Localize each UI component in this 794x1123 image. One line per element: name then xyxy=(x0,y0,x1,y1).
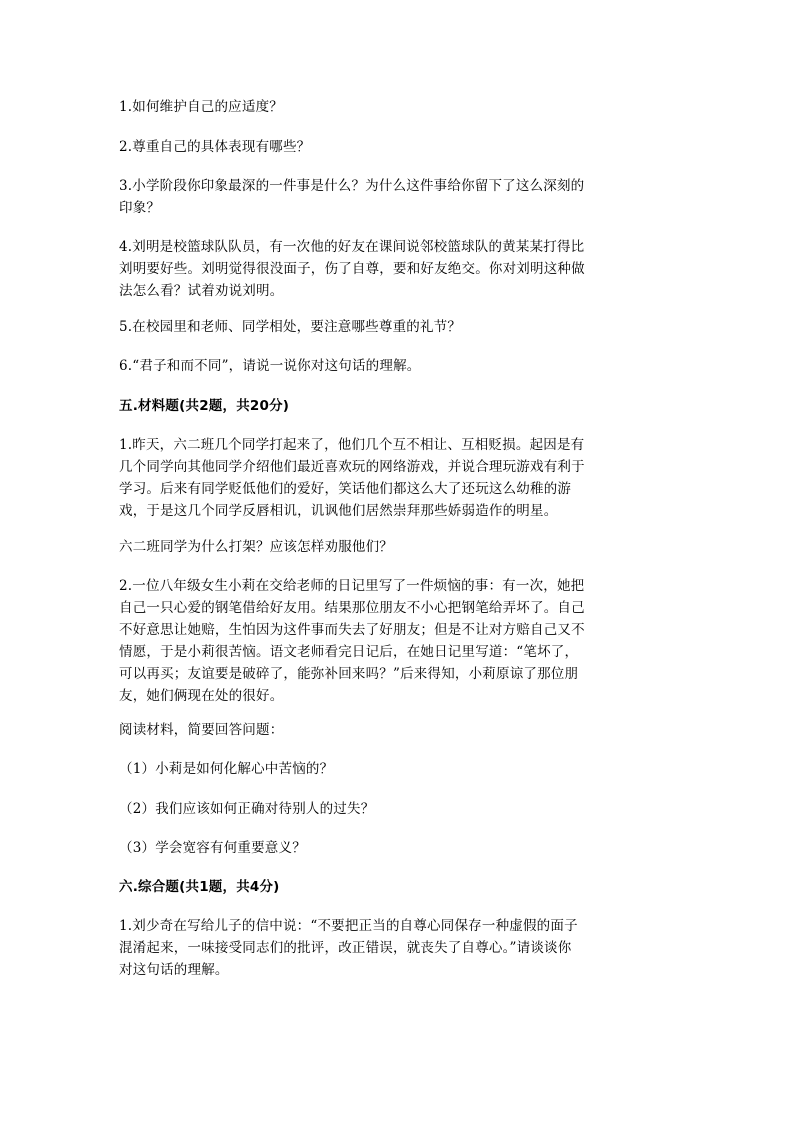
text-line: 印象？ xyxy=(119,200,161,216)
text-line: 5.在校园里和老师、同学相处，要注意哪些尊重的礼节？ xyxy=(119,319,462,335)
text-line: 自己一只心爱的钢笔借给好友用。结果那位朋友不小心把钢笔给弄坏了。自己 xyxy=(119,600,585,616)
section-title: 六.综合题(共1题，共4分) xyxy=(119,879,280,895)
question-6 xyxy=(119,355,679,377)
text-line: 不好意思让她赔，生怕因为这件事而失去了好朋友；但是不让对方赔自己又不 xyxy=(119,622,585,638)
text-line: 刘明要好些。刘明觉得很没面子，伤了自尊，要和好友绝交。你对刘明这种做 xyxy=(119,261,585,277)
text-line: 1.刘少奇在写给儿子的信中说：“不要把正当的自尊心同保存一种虚假的面子 xyxy=(119,918,578,934)
section-heading-comprehensive xyxy=(119,876,679,898)
question-1 xyxy=(119,96,679,118)
text-line: 1.昨天，六二班几个同学打起来了，他们几个互不相让、互相贬损。起因是有 xyxy=(119,437,585,453)
question-4 xyxy=(119,236,679,302)
text-line: 戏，于是这几个同学反唇相讥，讥讽他们居然崇拜那些娇弱造作的明星。 xyxy=(119,503,558,519)
material-2-subquestion-1 xyxy=(119,758,679,780)
text-line: 法怎么看？试着劝说刘明。 xyxy=(119,283,284,299)
section-heading-materials xyxy=(119,395,679,417)
question-5 xyxy=(119,316,679,338)
section-title: 五.材料题(共2题，共20分) xyxy=(119,398,290,414)
question-2 xyxy=(119,136,679,158)
text-line: 几个同学向其他同学介绍他们最近喜欢玩的网络游戏，并说合理玩游戏有利于 xyxy=(119,459,585,475)
material-2-subquestion-2 xyxy=(119,798,679,820)
text-line: 情愿，于是小莉很苦恼。语文老师看完日记后，在她日记里写道：“笔坏了， xyxy=(119,644,579,660)
text-line: 友，她们俩现在处的很好。 xyxy=(119,688,284,704)
text-line: （2）我们应该如何正确对待别人的过失？ xyxy=(119,801,375,817)
text-line: 可以再买；友谊要是破碎了，能弥补回来吗？”后来得知，小莉原谅了那位朋 xyxy=(119,666,579,682)
question-3 xyxy=(119,175,679,219)
material-2-instruction xyxy=(119,719,679,741)
material-2-subquestion-3 xyxy=(119,837,679,859)
comprehensive-question-1 xyxy=(119,915,679,981)
text-line: 6.“君子和而不同”，请说一说你对这句话的理解。 xyxy=(119,358,421,374)
text-line: 学习。后来有同学贬低他们的爱好，笑话他们都这么大了还玩这么幼稚的游 xyxy=(119,481,572,497)
text-line: 对这句话的理解。 xyxy=(119,962,229,978)
text-line: 混淆起来，一味接受同志们的批评，改正错误，就丧失了自尊心。”请谈谈你 xyxy=(119,940,572,956)
text-line: 六二班同学为什么打架？应该怎样劝服他们？ xyxy=(119,539,393,555)
text-line: 2.一位八年级女生小莉在交给老师的日记里写了一件烦恼的事：有一次，她把 xyxy=(119,578,585,594)
text-line: 阅读材料，简要回答问题： xyxy=(119,722,284,738)
material-1-question xyxy=(119,536,679,558)
material-1 xyxy=(119,434,679,522)
material-2 xyxy=(119,575,679,707)
text-line: 4.刘明是校篮球队队员，有一次他的好友在课间说邻校篮球队的黄某某打得比 xyxy=(119,239,585,255)
text-line: 1.如何维护自己的应适度？ xyxy=(119,99,283,115)
text-line: （1）小莉是如何化解心中苦恼的？ xyxy=(119,761,334,777)
text-line: （3）学会宽容有何重要意义？ xyxy=(119,840,306,856)
text-line: 2.尊重自己的具体表现有哪些？ xyxy=(119,139,311,155)
text-line: 3.小学阶段你印象最深的一件事是什么？为什么这件事给你留下了这么深刻的 xyxy=(119,178,585,194)
